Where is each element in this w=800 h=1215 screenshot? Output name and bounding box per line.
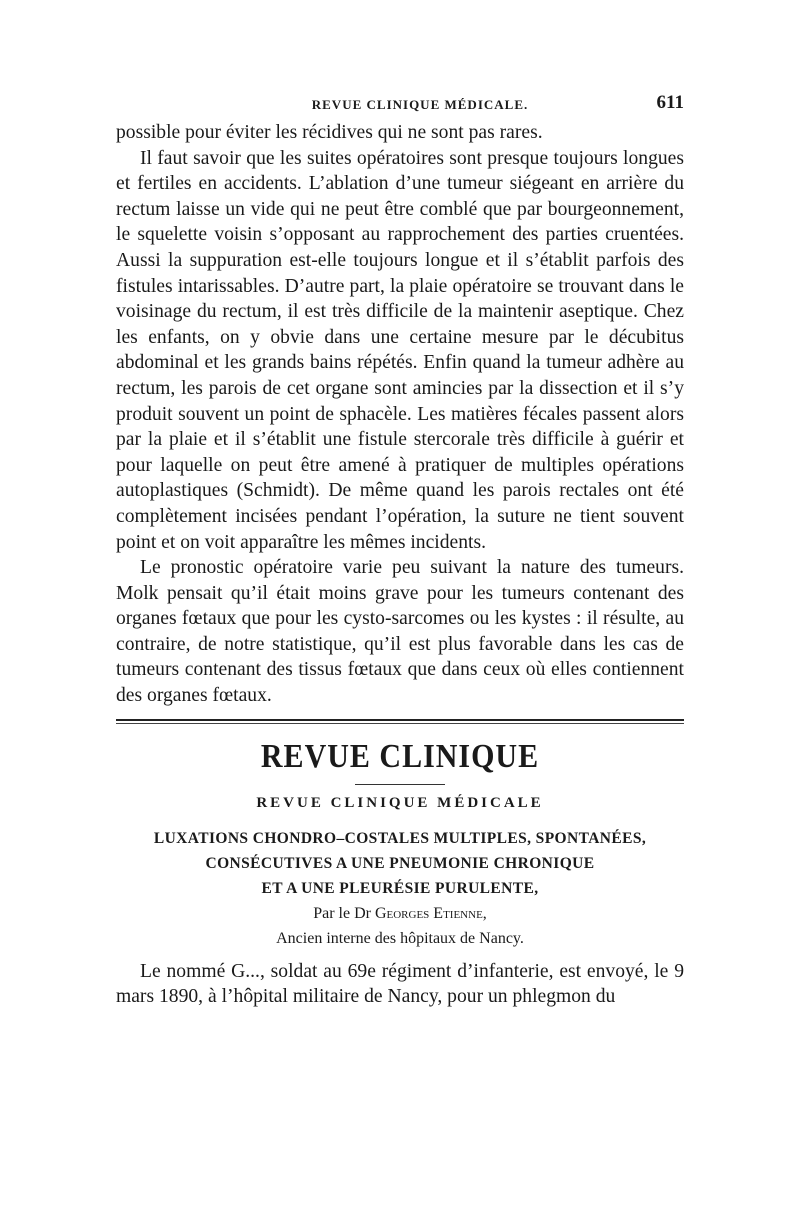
author-affiliation: Ancien interne des hôpitaux de Nancy.	[276, 929, 524, 947]
article-title-line-2: CONSÉCUTIVES A UNE PNEUMONIE CHRONIQUE	[205, 854, 595, 872]
section-title: REVUE CLINIQUE	[260, 737, 540, 775]
page	[116, 92, 684, 1010]
paragraph-suites-operatoires: Il faut savoir que les suites opératoires sont presque toujours longues et fertiles en accidents. L’ablation d’une tumeur siégeant en arrière du rectum laisse un vide qui ne peut être comblé que par bourgeonnement, le squelette voisin s’opposant au rapprochement des parties cruentées. Aussi la suppuration est-elle toujours longue et il s’établit parfois des fistules intarissables. D’autre part, la plaie opératoire se trouvant dans le voisinage du rectum, il est très difficile de la maintenir aseptique. Chez les enfants, on y obvie dans une certaine mesure par le décubitus abdominal et les grands bains répétés. Enfin quand la tumeur adhère au rectum, les parois de cet organe sont amincies par la dissection et il s’y produit souvent un point de sphacèle. Les matières fécales passent alors par la plaie et il s’établit une fistule stercorale très difficile à guérir et pour laquelle on peut être amené à pratiquer de multiples opérations autoplastiques (Schmidt). De même quand les parois rectales ont été complètement incisées pendant l’opération, la suture ne tient souvent point et on voit apparaître les mêmes incidents.	[116, 147, 684, 553]
paragraph-pronostic: Le pronostic opératoire varie peu suivant la nature des tumeurs. Molk pensait qu’il était moins grave pour les tumeurs contenant des organes fœtaux que pour les cysto-sarcomes ou les kystes : il résulte, au contraire, de notre statistique, qu’il est plus favorable dans les cas de tumeurs contenant des tissus fœtaux que dans ceux où elles contiennent des organes fœtaux.	[116, 557, 684, 707]
body-text	[116, 120, 684, 709]
author-name: Georges Etienne,	[374, 904, 487, 922]
byline	[116, 901, 684, 926]
article-body	[116, 959, 684, 1010]
article-title-line-3: ET A UNE PLEURÉSIE PURULENTE,	[261, 879, 539, 897]
paragraph-continuation: possible pour éviter les récidives qui ne sont pas rares.	[116, 122, 543, 143]
article-title-line-1: LUXATIONS CHONDRO–COSTALES MULTIPLES, SPONTANÉES,	[153, 829, 647, 847]
section-divider	[116, 719, 684, 724]
subsection-title: REVUE CLINIQUE MÉDICALE	[256, 794, 544, 811]
byline-prefix: Par le Dr	[313, 904, 371, 922]
divider-thin-rule	[116, 723, 684, 724]
article-first-paragraph: Le nommé G..., soldat au 69e régiment d’infanterie, est envoyé, le 9 mars 1890, à l’hôpital militaire de Nancy, pour un phlegmon du	[116, 960, 684, 1008]
page-number: 611	[656, 92, 684, 113]
section-short-rule	[355, 784, 445, 785]
running-head-title: REVUE CLINIQUE MÉDICALE.	[311, 97, 529, 112]
running-head	[116, 92, 684, 118]
divider-thick-rule	[116, 719, 684, 721]
